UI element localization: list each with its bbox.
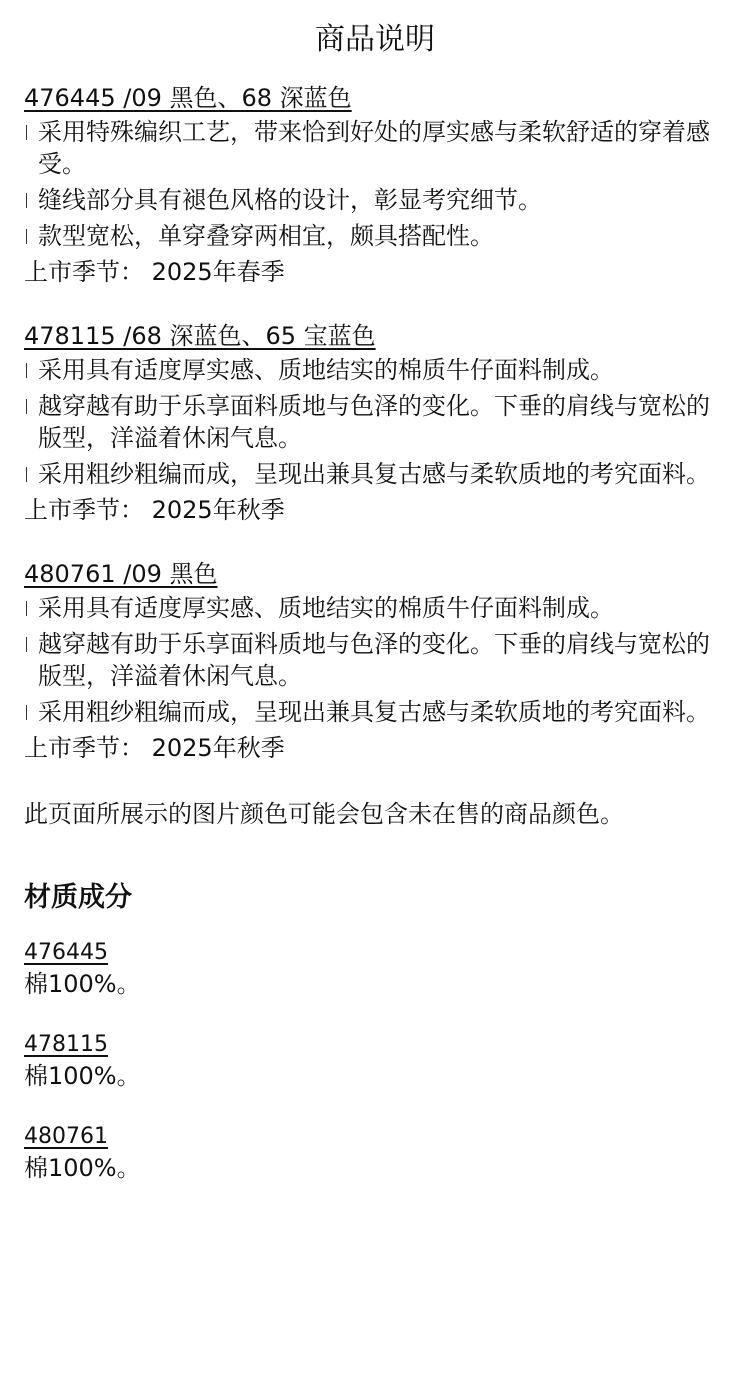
material-value: 棉100%。 <box>24 1154 141 1182</box>
feature-item: 采用粗纱粗编而成，呈现出兼具复古感与柔软质地的考究面料。 <box>24 458 726 490</box>
feature-item: 采用具有适度厚实感、质地结实的棉质牛仔面料制成。 <box>24 592 726 624</box>
product-code-link[interactable]: 476445 /09 黑色、68 深蓝色 <box>24 84 352 112</box>
material-value: 棉100%。 <box>24 1062 141 1090</box>
feature-item: 采用粗纱粗编而成，呈现出兼具复古感与柔软质地的考究面料。 <box>24 696 726 728</box>
material-code-link[interactable]: 480761 <box>24 1124 108 1149</box>
season-text: 上市季节： 2025年秋季 <box>24 734 285 762</box>
product-block <box>24 82 726 288</box>
product-block <box>24 558 726 764</box>
product-code-link[interactable]: 480761 /09 黑色 <box>24 560 218 588</box>
page-title: 商品说明 <box>315 22 435 57</box>
color-disclaimer: 此页面所展示的图片颜色可能会包含未在售的商品颜色。 <box>24 800 624 828</box>
feature-item: 越穿越有助于乐享面料质地与色泽的变化。下垂的肩线与宽松的版型，洋溢着休闲气息。 <box>24 390 726 454</box>
material-code-link[interactable]: 476445 <box>24 940 108 965</box>
season-text: 上市季节： 2025年秋季 <box>24 496 285 524</box>
feature-item: 采用具有适度厚实感、质地结实的棉质牛仔面料制成。 <box>24 354 726 386</box>
product-block <box>24 320 726 526</box>
material-code-link[interactable]: 478115 <box>24 1032 108 1057</box>
feature-item: 越穿越有助于乐享面料质地与色泽的变化。下垂的肩线与宽松的版型，洋溢着休闲气息。 <box>24 628 726 692</box>
product-code-link[interactable]: 478115 /68 深蓝色、65 宝蓝色 <box>24 322 376 350</box>
material-item <box>24 1030 726 1092</box>
material-item <box>24 938 726 1000</box>
material-value: 棉100%。 <box>24 970 141 998</box>
season-text: 上市季节： 2025年春季 <box>24 258 285 286</box>
feature-item: 缝线部分具有褪色风格的设计，彰显考究细节。 <box>24 184 726 216</box>
materials-heading: 材质成分 <box>24 882 132 913</box>
feature-item: 采用特殊编织工艺，带来恰到好处的厚实感与柔软舒适的穿着感受。 <box>24 116 726 180</box>
feature-item: 款型宽松，单穿叠穿两相宜，颇具搭配性。 <box>24 220 726 252</box>
material-item <box>24 1122 726 1184</box>
